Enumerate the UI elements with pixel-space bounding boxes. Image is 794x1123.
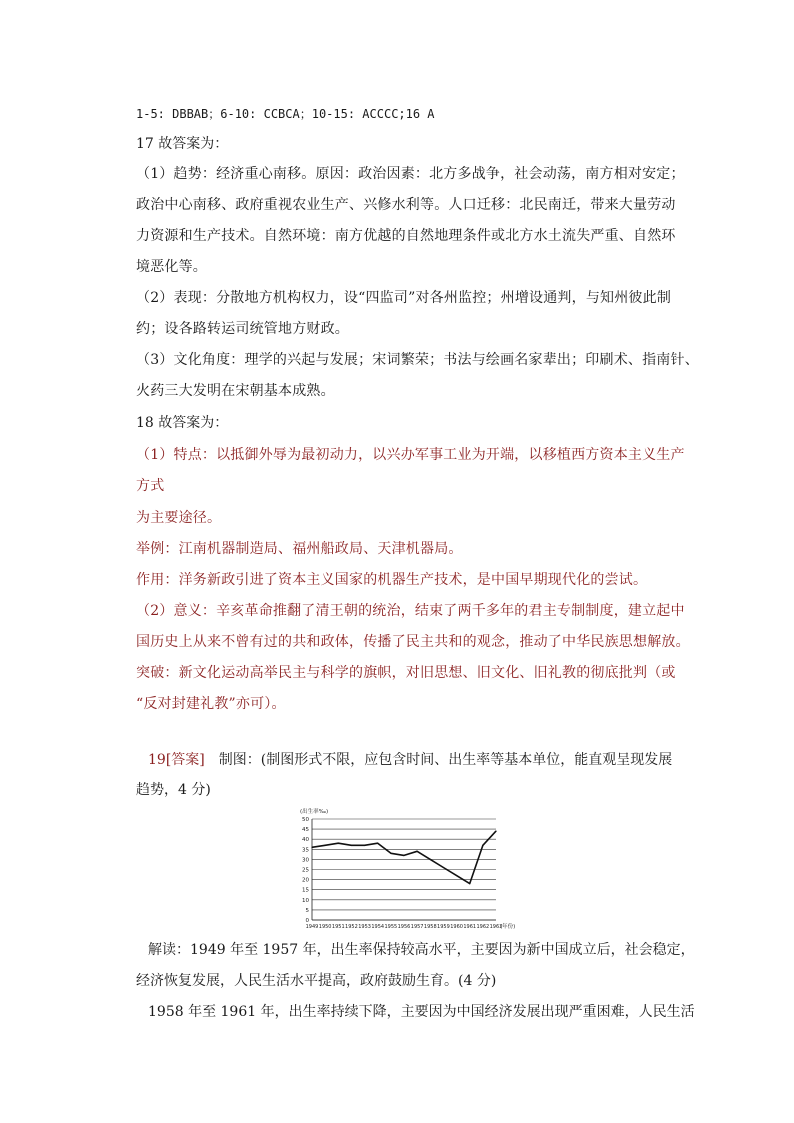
q18-line: 方式 xyxy=(136,478,165,494)
y-tick-label: 25 xyxy=(302,867,309,874)
data-point xyxy=(311,847,312,848)
q19-interp1-line2: 经济恢复发展，人民生活水平提高，政府鼓励生育。(4 分) xyxy=(136,973,497,989)
y-tick-label: 20 xyxy=(302,877,309,884)
q17-p3-line: 火药三大发明在宋朝基本成熟。 xyxy=(136,383,335,399)
data-point xyxy=(338,843,339,844)
answer-key: 1-5: DBBAB；6-10: CCBCA；10-15: ACCCC;16 A xyxy=(136,107,435,121)
q19-label: 19[答案] xyxy=(148,752,205,768)
q17-p1-line: 力资源和生产技术。自然环境：南方优越的自然地理条件或北方水土流失严重、自然环 xyxy=(136,228,676,244)
data-point xyxy=(456,875,457,876)
x-tick-label: 1962 xyxy=(476,924,490,930)
data-point xyxy=(482,845,483,846)
x-tick-label: 1949 xyxy=(305,924,319,930)
y-tick-label: 10 xyxy=(302,897,309,904)
birth-rate-line-chart xyxy=(282,803,516,933)
q18-line: 作用：洋务新政引进了资本主义国家的机器生产技术，是中国早期现代化的尝试。 xyxy=(136,572,648,588)
data-point xyxy=(417,851,418,852)
q17-p2-line: 约；设各路转运司统管地方财政。 xyxy=(136,321,349,337)
data-point xyxy=(377,843,378,844)
data-point xyxy=(495,831,496,832)
x-tick-label: 1952 xyxy=(345,924,358,930)
q18-heading: 18 故答案为： xyxy=(136,415,229,431)
x-tick-label: 1955 xyxy=(384,924,398,930)
x-tick-label: 1953 xyxy=(358,924,371,930)
q18-line: 突破：新文化运动高举民主与科学的旗帜，对旧思想、旧文化、旧礼教的彻底批判（或 xyxy=(136,665,676,681)
q19-intro xyxy=(148,750,672,770)
y-tick-label: 0 xyxy=(305,918,309,924)
y-tick-label: 40 xyxy=(302,837,309,844)
x-tick-label: 1960 xyxy=(450,924,463,930)
x-tick-label: 1961 xyxy=(463,924,477,930)
y-tick-label: 45 xyxy=(302,827,309,834)
y-tick-label: 15 xyxy=(302,887,309,894)
x-tick-label: 1954 xyxy=(371,924,385,930)
data-point xyxy=(430,859,431,860)
x-axis-label: (年份) xyxy=(500,924,516,930)
y-tick-label: 35 xyxy=(302,847,309,854)
q18-line: （2）意义：辛亥革命推翻了清王朝的统治，结束了两千多年的君主专制制度，建立起中 xyxy=(136,603,685,619)
x-tick-label: 1951 xyxy=(331,924,345,930)
y-tick-label: 50 xyxy=(302,817,309,823)
x-tick-label: 1959 xyxy=(437,924,450,930)
q18-line: 举例：江南机器制造局、福州船政局、天津机器局。 xyxy=(136,541,463,557)
data-point xyxy=(403,855,404,856)
x-tick-label: 1958 xyxy=(423,924,437,930)
x-tick-label: 1957 xyxy=(410,924,424,930)
data-point xyxy=(325,845,326,846)
x-tick-label: 1950 xyxy=(318,924,332,930)
q19-intro-text: 制图：(制图形式不限，应包含时间、出生率等基本单位，能直观呈现发展 xyxy=(204,752,673,768)
data-point xyxy=(390,853,391,854)
data-point xyxy=(351,845,352,846)
q19-interp1-line1: 解读：1949 年至 1957 年，出生率保持较高水平，主要因为新中国成立后，社会稳定， xyxy=(148,942,695,958)
x-tick-label: 1956 xyxy=(397,924,411,930)
x-tick-label: 1963 xyxy=(489,924,503,930)
q17-heading: 17 故答案为： xyxy=(136,136,229,152)
q19-intro-line2: 趋势，4 分) xyxy=(136,782,211,798)
q18-line: （1）特点：以抵御外辱为最初动力，以兴办军事工业为开端，以移植西方资本主义生产 xyxy=(136,447,685,463)
y-axis-label: (出生率‰) xyxy=(300,809,329,815)
q17-p1-line: （1）趋势：经济重心南移。原因：政治因素：北方多战争，社会动荡，南方相对安定； xyxy=(136,166,685,182)
q18-line: “反对封建礼教”亦可）。 xyxy=(136,696,286,712)
q18-line: 国历史上从来不曾有过的共和政体，传播了民主共和的观念，推动了中华民族思想解放。 xyxy=(136,634,690,650)
data-point xyxy=(443,867,444,868)
q17-p2-line: （2）表现：分散地方机构权力，设“四监司”对各州监控；州增设通判，与知州彼此制 xyxy=(136,290,672,306)
y-tick-label: 30 xyxy=(302,857,309,864)
data-point xyxy=(364,845,365,846)
q17-p1-line: 境恶化等。 xyxy=(136,259,207,275)
q19-interp2-line1: 1958 年至 1961 年，出生率持续下降，主要因为中国经济发展出现严重困难，人民生活 xyxy=(148,1004,695,1020)
q17-p1-line: 政治中心南移、政府重视农业生产、兴修水利等。人口迁移：北民南迁，带来大量劳动 xyxy=(136,197,676,213)
y-tick-label: 5 xyxy=(305,907,309,914)
data-point xyxy=(469,883,470,884)
q18-line: 为主要途径。 xyxy=(136,510,222,526)
q17-p3-line: （3）文化角度：理学的兴起与发展；宋词繁荣；书法与绘画名家辈出；印刷术、指南针、 xyxy=(136,352,699,368)
